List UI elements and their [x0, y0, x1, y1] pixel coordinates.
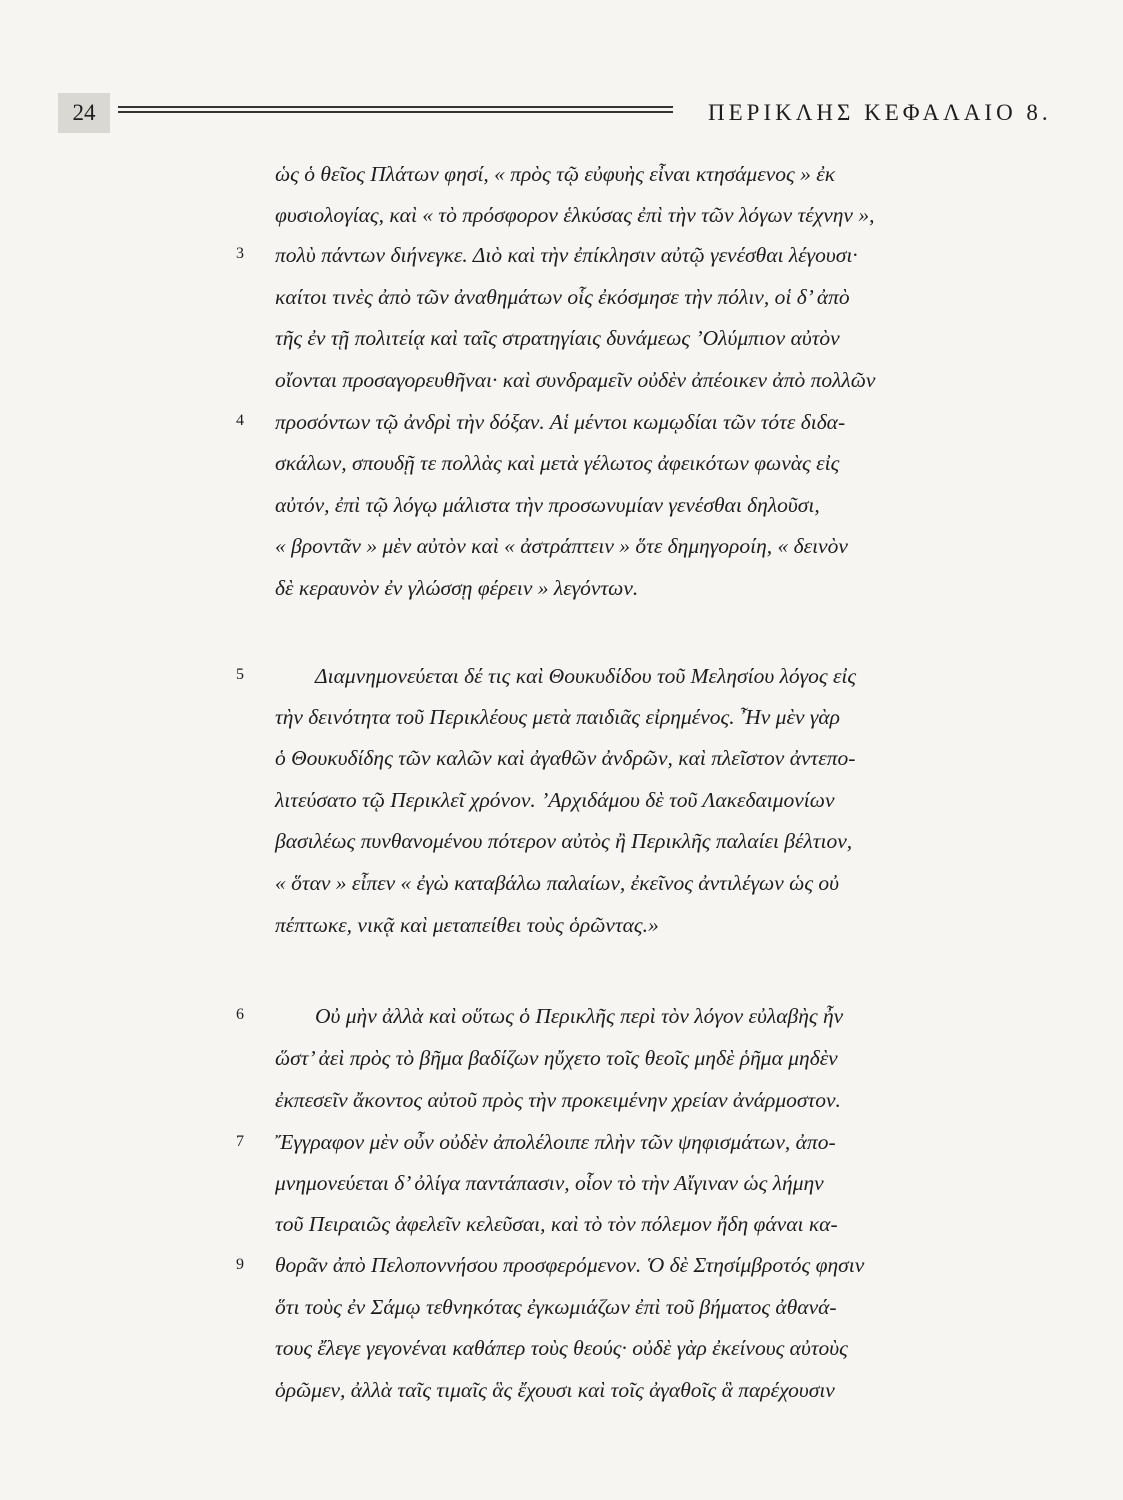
text-line: πέπτωκε, νικᾷ καὶ μεταπείθει τοὺς ὁρῶντας.»: [275, 913, 659, 937]
text-line: Ἔγγραφον μὲν οὖν οὐδὲν ἀπολέλοιπε πλὴν τῶν ψηφισμάτων, ἀπο-: [275, 1130, 836, 1154]
text-line: καίτοι τινὲς ἀπὸ τῶν ἀναθημάτων οἷς ἐκόσμησε τὴν πόλιν, οἱ δ’ ἀπὸ: [275, 285, 850, 309]
text-line: βασιλέως πυνθανομένου πότερον αὐτὸς ἢ Περικλῆς παλαίει βέλτιον,: [275, 829, 853, 853]
text-line: αὐτόν, ἐπὶ τῷ λόγῳ μάλιστα τὴν προσωνυμίαν γενέσθαι δηλοῦσι,: [275, 493, 820, 517]
text-line: τὴν δεινότητα τοῦ Περικλέους μετὰ παιδιᾶς εἰρημένος. Ἦν μὲν γὰρ: [275, 705, 840, 729]
text-line: δὲ κεραυνὸν ἐν γλώσσῃ φέρειν » λεγόντων.: [275, 576, 639, 600]
page-header: [58, 93, 1108, 133]
text-line: ὁρῶμεν, ἀλλὰ ταῖς τιμαῖς ἃς ἔχουσι καὶ τοῖς ἀγαθοῖς ἃ παρέχουσιν: [275, 1378, 835, 1402]
margin-number: 4: [236, 412, 244, 429]
text-line: μνημονεύεται δ’ ὀλίγα παντάπασιν, οἷον τὸ τὴν Αἴγιναν ὡς λήμην: [275, 1171, 824, 1195]
text-line: τους ἔλεγε γεγονέναι καθάπερ τοὺς θεούς· οὐδὲ γὰρ ἐκείνους αὐτοὺς: [275, 1336, 848, 1360]
text-line: Οὐ μὴν ἀλλὰ καὶ οὕτως ὁ Περικλῆς περὶ τὸν λόγον εὐλαβὴς ἦν: [315, 1004, 844, 1028]
text-line: ὥστ’ ἀεὶ πρὸς τὸ βῆμα βαδίζων ηὔχετο τοῖς θεοῖς μηδὲ ῥῆμα μηδὲν: [275, 1046, 838, 1070]
text-line: ὡς ὁ θεῖος Πλάτων φησί, « πρὸς τῷ εὐφυὴς εἶναι κτησάμενος » ἐκ: [275, 162, 836, 186]
margin-number: 6: [236, 1006, 244, 1023]
text-line: πολὺ πάντων διήνεγκε. Διὸ καὶ τὴν ἐπίκλησιν αὐτῷ γενέσθαι λέγουσι·: [275, 243, 858, 267]
page-number: 24: [58, 93, 110, 133]
text-line: ὅτι τοὺς ἐν Σάμῳ τεθνηκότας ἐγκωμιάζων ἐπὶ τοῦ βήματος ἀθανά-: [275, 1295, 837, 1319]
text-line: λιτεύσατο τῷ Περικλεῖ χρόνον. ’Αρχιδάμου δὲ τοῦ Λακεδαιμονίων: [275, 788, 835, 812]
margin-number: 9: [236, 1256, 244, 1273]
text-line: προσόντων τῷ ἀνδρὶ τὴν δόξαν. Αἱ μέντοι κωμῳδίαι τῶν τότε διδα-: [275, 410, 846, 434]
text-line: θορᾶν ἀπὸ Πελοποννήσου προσφερόμενον. Ὁ δὲ Στησίμβροτός φησιν: [275, 1253, 865, 1277]
text-line: ὁ Θουκυδίδης τῶν καλῶν καὶ ἀγαθῶν ἀνδρῶν, καὶ πλεῖστον ἀντεπο-: [275, 746, 856, 770]
text-line: τῆς ἐν τῇ πολιτείᾳ καὶ ταῖς στρατηγίαις δυνάμεως ’Ολύμπιον αὐτὸν: [275, 326, 840, 350]
text-line: τοῦ Πειραιῶς ἀφελεῖν κελεῦσαι, καὶ τὸ τὸν πόλεμον ἤδη φάναι κα-: [275, 1212, 838, 1236]
margin-number: 7: [236, 1133, 244, 1150]
text-line: « ὅταν » εἶπεν « ἐγὼ καταβάλω παλαίων, ἐκεῖνος ἀντιλέγων ὡς οὐ: [275, 871, 840, 895]
running-head: ΠΕΡΙΚΛΗΣ ΚΕΦΑΛΑΙΟ 8.: [708, 100, 1052, 125]
text-line: οἴονται προσαγορευθῆναι· καὶ συνδραμεῖν οὐδὲν ἀπέοικεν ἀπὸ πολλῶν: [275, 368, 876, 392]
text-line: σκάλων, σπουδῇ τε πολλὰς καὶ μετὰ γέλωτος ἀφεικότων φωνὰς εἰς: [275, 451, 840, 475]
header-rule: [118, 106, 673, 113]
margin-number: 3: [236, 245, 244, 262]
margin-number: 5: [236, 666, 244, 683]
text-line: ἐκπεσεῖν ἄκοντος αὐτοῦ πρὸς τὴν προκειμένην χρείαν ἀνάρμοστον.: [275, 1088, 841, 1112]
text-line: φυσιολογίας, καὶ « τὸ πρόσφορον ἑλκύσας ἐπὶ τὴν τῶν λόγων τέχνην »,: [275, 203, 875, 227]
text-line: « βροντᾶν » μὲν αὐτὸν καὶ « ἀστράπτειν » ὅτε δημηγοροίη, « δεινὸν: [275, 534, 848, 558]
text-line: Διαμνημονεύεται δέ τις καὶ Θουκυδίδου τοῦ Μελησίου λόγος εἰς: [315, 664, 857, 688]
